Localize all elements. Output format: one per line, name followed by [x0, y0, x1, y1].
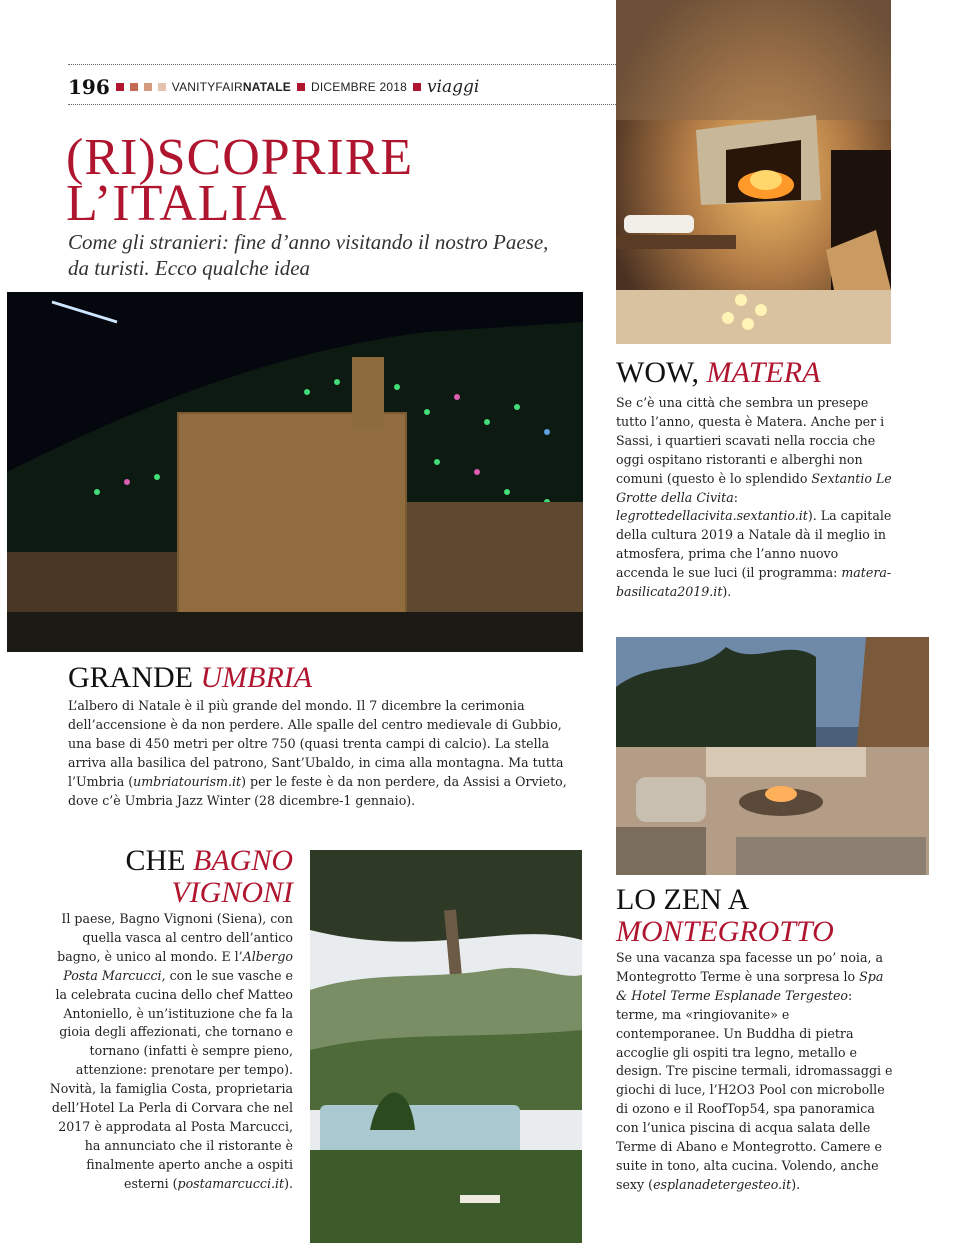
section-label: viaggi: [426, 77, 480, 97]
montegrotto-body: Se una vacanza spa facesse un po’ noia, a Montegrotto Terme è una sorpresa lo Spa & Hotel Terme Esplanade Tergesteo: terme, ma «ringiovanite» e contemporanee. Un Buddha di pietra accoglie gli ospiti tra legno, metallo e design. Tre piscine termali, idromassaggi e giochi di luce, l’H2O3 Pool con microbolle di ozono e il RoofTop54, spa panoramica con l’unica piscina di acqua salata delle Terme di Abano e Montegrotto. Camere e suite in tono, alta cucina. Volendo, anche sexy (esplanadetergesteo.it).: [616, 950, 893, 1192]
photo-matera-fireplace: [616, 0, 891, 344]
square-mark: [144, 83, 152, 91]
square-mark: [130, 83, 138, 91]
page-number: 196: [68, 75, 110, 99]
photo-montegrotto-terrace: [616, 637, 929, 875]
square-mark: [158, 83, 166, 91]
title-line-1: (RI)SCOPRIRE: [66, 129, 414, 186]
bagno-body: Il paese, Bagno Vignoni (Siena), con quella vasca al centro dell’antico bagno, è unico al mondo. E l’Albergo Posta Marcucci, con le sue vasche e la celebrata cucina dello chef Matteo Antoniello, è un’istituzione che fa la gioia degli affezionati, che tornano e tornano (infatti è sempre pieno, attenzione: prenotare per tempo). Novità, la famiglia Costa, proprietaria dell’Hotel La Perla di Corvara che nel 2017 è approdata al Posta Marcucci, ha annunciato che il ristorante è finalmente aperto anche a ospiti esterni (postamarcucci.it).: [49, 911, 293, 1191]
photo-gubbio-night: [7, 292, 583, 652]
page-title: [66, 129, 414, 232]
title-line-2: L’ITALIA: [66, 175, 288, 232]
bagno-heading: CHE BAGNO VIGNONI: [125, 844, 293, 909]
square-mark: [297, 83, 305, 91]
square-mark: [116, 83, 124, 91]
photo-bagno-vignoni: [310, 850, 582, 1243]
matera-body: Se c’è una città che sembra un presepe tutto l’anno, questa è Matera. Anche per i Sassi, i quartieri scavati nella roccia che oggi ospitano ristoranti e alberghi non comuni (questo è lo splendido Sextantio Le Grotte della Civita: legrottedellacivita.sextantio.it). La capitale della cultura 2019 a Natale dà il meglio in atmosfera, prima che l’anno nuovo accenda le sue luci (il programma: matera-basilicata2019.it).: [616, 395, 892, 600]
umbria-body: L’albero di Natale è il più grande del mondo. Il 7 dicembre la cerimonia dell’accensione è da non perdere. Alle spalle del centro medievale di Gubbio, una base di 450 metri per oltre 750 (quasi trenta campi di calcio). La stella arriva alla basilica del patrono, Sant’Ubaldo, in cima alla montagna. Ma tutta l’Umbria (umbriatourism.it) per le feste è da non perdere, da Assisi a Orvieto, dove c’è Umbria Jazz Winter (28 dicembre-1 gennaio).: [68, 698, 567, 808]
umbria-heading: GRANDE UMBRIA: [68, 661, 313, 694]
issue-date: DICEMBRE 2018: [310, 80, 407, 94]
montegrotto-heading: LO ZEN A MONTEGROTTO: [616, 883, 834, 948]
matera-heading: WOW, MATERA: [616, 356, 821, 389]
header-rule-top: [68, 64, 616, 65]
square-mark: [413, 83, 421, 91]
magazine-name: VANITYFAIRNATALE: [171, 80, 291, 94]
running-head: [68, 76, 479, 98]
page-subtitle: Come gli stranieri: fine d’anno visitando il nostro Paese, da turisti. Ecco qualche idea: [68, 230, 549, 280]
header-rule-bottom: [68, 104, 616, 105]
